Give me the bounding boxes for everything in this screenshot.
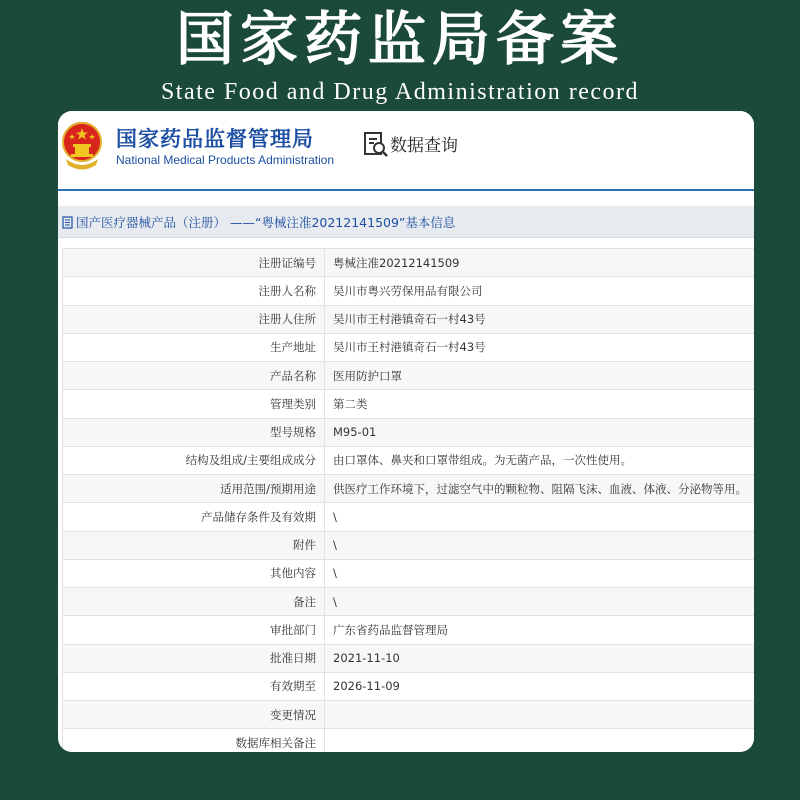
field-value: \ (325, 559, 755, 587)
field-label: 注册人住所 (63, 305, 325, 333)
field-value: 2026-11-09 (325, 672, 755, 700)
data-query-link[interactable]: 数据查询 (390, 136, 458, 156)
field-value: 粤械注准20212141509 (325, 249, 755, 277)
field-value (325, 729, 755, 752)
field-label: 有效期至 (63, 672, 325, 700)
field-label: 审批部门 (63, 616, 325, 644)
field-value (325, 701, 755, 729)
field-label: 注册人名称 (63, 277, 325, 305)
table-row (63, 249, 755, 277)
field-value: 吴川市王村港镇奇石一村43号 (325, 333, 755, 361)
banner-title: 国家药监局备案 (175, 5, 624, 73)
field-label: 适用范围/预期用途 (63, 475, 325, 503)
org-name-en: National Medical Products Administration (116, 153, 335, 167)
field-label: 其他内容 (63, 559, 325, 587)
field-value: \ (325, 531, 755, 559)
field-label: 批准日期 (63, 644, 325, 672)
table-row (63, 475, 755, 503)
document-search-icon[interactable] (362, 131, 390, 159)
field-value: \ (325, 588, 755, 616)
table-row (63, 588, 755, 616)
table-row (63, 277, 755, 305)
national-emblem-icon (60, 119, 104, 171)
document-icon (62, 216, 74, 229)
header-divider (58, 189, 754, 191)
table-row (63, 333, 755, 361)
record-table (62, 248, 754, 752)
field-label: 注册证编号 (63, 249, 325, 277)
field-label: 产品储存条件及有效期 (63, 503, 325, 531)
field-label: 变更情况 (63, 701, 325, 729)
table-row (63, 418, 755, 446)
field-label: 备注 (63, 588, 325, 616)
field-value: M95-01 (325, 418, 755, 446)
banner-subtitle: State Food and Drug Administration record (160, 79, 640, 105)
field-value: 供医疗工作环境下，过滤空气中的颗粒物、阻隔飞沫、血液、体液、分泌物等用。 (325, 475, 755, 503)
field-value: 吴川市粤兴劳保用品有限公司 (325, 277, 755, 305)
field-value: \ (325, 503, 755, 531)
table-row (63, 305, 755, 333)
field-label: 结构及组成/主要组成成分 (63, 446, 325, 474)
table-row (63, 701, 755, 729)
field-value: 第二类 (325, 390, 755, 418)
table-row (63, 446, 755, 474)
table-row (63, 362, 755, 390)
table-row (63, 531, 755, 559)
org-name-cn: 国家药品监督管理局 (116, 127, 314, 151)
site-header (58, 111, 754, 189)
table-row (63, 616, 755, 644)
field-value: 吴川市王村港镇奇石一村43号 (325, 305, 755, 333)
table-row (63, 729, 755, 752)
field-value: 由口罩体、鼻夹和口罩带组成。为无菌产品，一次性使用。 (325, 446, 755, 474)
field-label: 附件 (63, 531, 325, 559)
field-label: 管理类别 (63, 390, 325, 418)
table-row (63, 672, 755, 700)
record-panel (58, 111, 754, 752)
field-value: 2021-11-10 (325, 644, 755, 672)
breadcrumb-text[interactable]: 国产医疗器械产品（注册） ——“粤械注准20212141509”基本信息 (76, 215, 456, 230)
field-label: 产品名称 (63, 362, 325, 390)
field-label: 生产地址 (63, 333, 325, 361)
field-value: 医用防护口罩 (325, 362, 755, 390)
field-label: 型号规格 (63, 418, 325, 446)
table-row (63, 644, 755, 672)
table-row (63, 390, 755, 418)
breadcrumb (58, 206, 754, 238)
field-value: 广东省药品监督管理局 (325, 616, 755, 644)
table-row (63, 503, 755, 531)
table-row (63, 559, 755, 587)
field-label: 数据库相关备注 (63, 729, 325, 752)
